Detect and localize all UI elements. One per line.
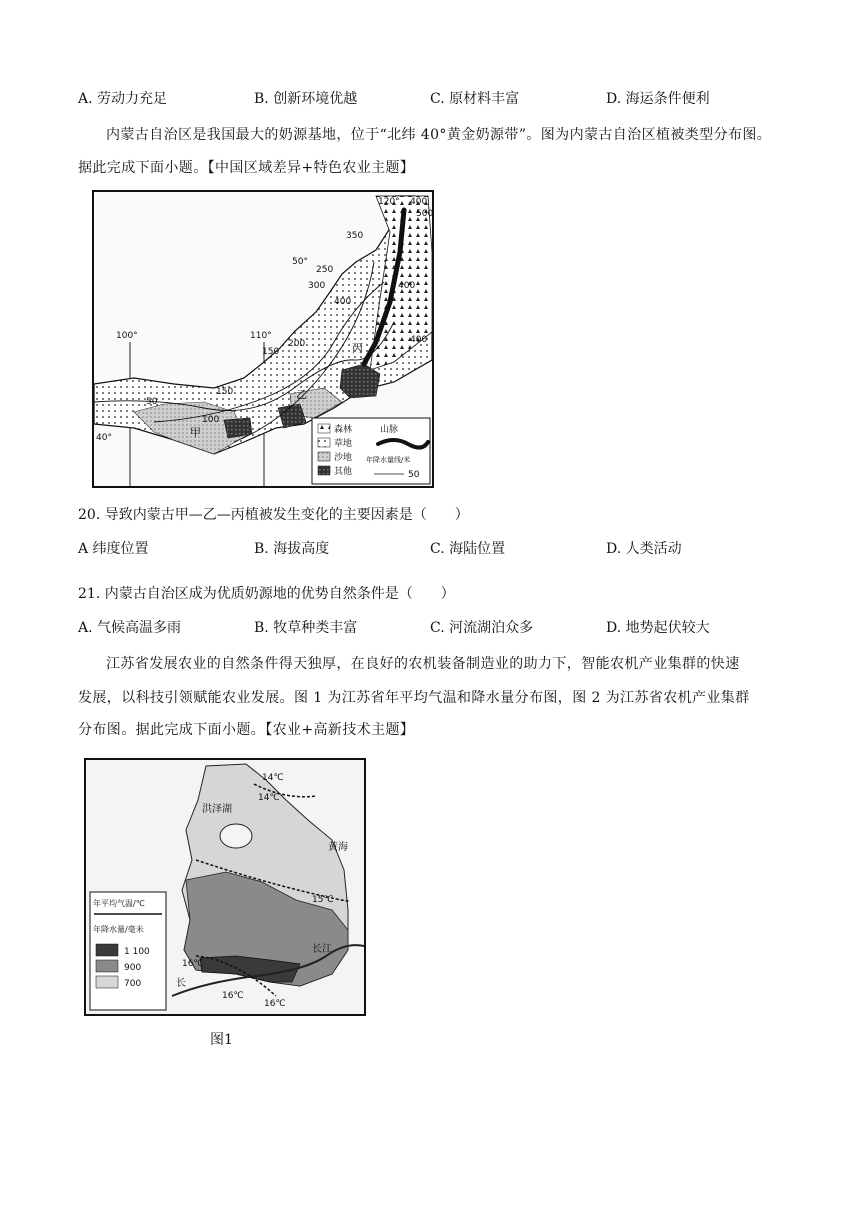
label-chang: 长	[176, 978, 186, 989]
isohyet-value: 400	[410, 197, 428, 207]
region-label-yi: 乙	[296, 388, 307, 401]
isotherm-label: 16℃	[182, 959, 204, 969]
q21-options	[78, 617, 788, 639]
option-c: C. 海陆位置	[430, 541, 506, 557]
isotherm-label: 14℃	[258, 793, 280, 803]
legend-mountain: 山脉	[380, 425, 399, 435]
legend-swatch-700	[96, 976, 118, 988]
jiangsu-map-svg	[86, 760, 364, 1014]
q21-stem: 21. 内蒙古自治区成为优质奶源地的优势自然条件是（ ）	[78, 586, 455, 602]
isohyet-value: 250	[316, 265, 334, 275]
map1-legend	[312, 418, 430, 484]
option-b: B. 创新环境优越	[254, 91, 358, 107]
isohyet-value: 50	[146, 397, 158, 407]
option-d: D. 海运条件便利	[606, 91, 710, 107]
legend-sand: 沙地	[334, 453, 353, 463]
isotherm-label: 14℃	[262, 773, 284, 783]
option-d: D. 地势起伏较大	[606, 620, 710, 636]
isohyet-value: 200	[288, 339, 306, 349]
intro1-line1: 内蒙古自治区是我国最大的奶源基地，位于“北纬 40°黄金奶源带”。图为内蒙古自治区植被类型分布图。	[106, 127, 772, 143]
vegetation-map	[92, 190, 434, 488]
q20-options	[78, 538, 788, 560]
legend-swatch-1100	[96, 944, 118, 956]
intro2-line2: 发展，以科技引领赋能农业发展。图 1 为江苏省年平均气温和降水量分布图，图 2 为江苏省农机产业集群	[78, 690, 750, 706]
option-a: A 纬度位置	[78, 541, 149, 557]
option-b: B. 海拔高度	[254, 541, 330, 557]
option-a: A. 劳动力充足	[78, 91, 168, 107]
isohyet-value: 100	[202, 415, 220, 425]
isohyet-value: 400	[334, 297, 352, 307]
isohyet-value: 300	[308, 281, 326, 291]
jiangsu-map	[84, 758, 366, 1016]
figure-caption: 图1	[210, 1032, 233, 1048]
legend-precip-title: 年降水量/毫米	[93, 925, 144, 934]
lat-label-40: 40°	[96, 433, 112, 443]
isohyet-value: 150	[262, 347, 280, 357]
isohyet-value: 400	[410, 335, 428, 345]
isotherm-label: 15℃	[312, 895, 334, 905]
isohyet-value: 400	[398, 281, 416, 291]
option-b: B. 牧草种类丰富	[254, 620, 358, 636]
hongze-lake	[220, 824, 252, 848]
vegetation-map-svg	[94, 192, 432, 486]
legend-swatch-900	[96, 960, 118, 972]
intro2-line1: 江苏省发展农业的自然条件得天独厚，在良好的农机装备制造业的助力下，智能农机产业集群的快速	[106, 656, 740, 672]
intro2-line3: 分布图。据此完成下面小题。【农业+高新技术主题】	[78, 722, 415, 738]
label-hongze-lake: 洪泽湖	[202, 804, 232, 815]
prev-question-options	[78, 88, 788, 110]
lon-label-100: 100°	[116, 331, 138, 341]
option-a: A. 气候高温多雨	[78, 620, 182, 636]
isohyet-value: 500	[416, 209, 432, 219]
legend-grass: 草地	[334, 439, 353, 449]
legend-isohyet-value: 50	[408, 470, 420, 480]
legend-value-1100: 1 100	[124, 947, 150, 957]
legend-forest: 森林	[334, 425, 353, 435]
region-label-bing: 丙	[352, 342, 363, 355]
lon-label-110: 110°	[250, 331, 272, 341]
isohyet-value: 350	[346, 231, 364, 241]
legend-value-900: 900	[124, 963, 142, 973]
intro1-line2: 据此完成下面小题。【中国区域差异+特色农业主题】	[78, 160, 415, 176]
legend-temp-title: 年平均气温/℃	[93, 899, 145, 908]
region-label-jia: 甲	[190, 426, 201, 439]
legend-value-700: 700	[124, 979, 142, 989]
isotherm-label: 16℃	[264, 999, 286, 1009]
legend-other: 其他	[334, 467, 353, 477]
option-d: D. 人类活动	[606, 541, 682, 557]
region-other-3	[224, 418, 252, 438]
option-c: C. 原材料丰富	[430, 91, 520, 107]
legend-isohyet: 年降水量线/米	[366, 456, 411, 464]
lon-label-120: 120°	[378, 197, 400, 207]
q20-stem: 20. 导致内蒙古甲—乙—丙植被发生变化的主要因素是（ ）	[78, 507, 469, 523]
label-yellow-sea: 黄海	[328, 842, 348, 853]
label-yangtze: 长江	[312, 944, 332, 955]
isohyet-value: 150	[216, 387, 234, 397]
map2-legend	[90, 892, 166, 1010]
lat-label-50: 50°	[292, 257, 308, 267]
isotherm-label: 16℃	[222, 991, 244, 1001]
option-c: C. 河流湖泊众多	[430, 620, 534, 636]
